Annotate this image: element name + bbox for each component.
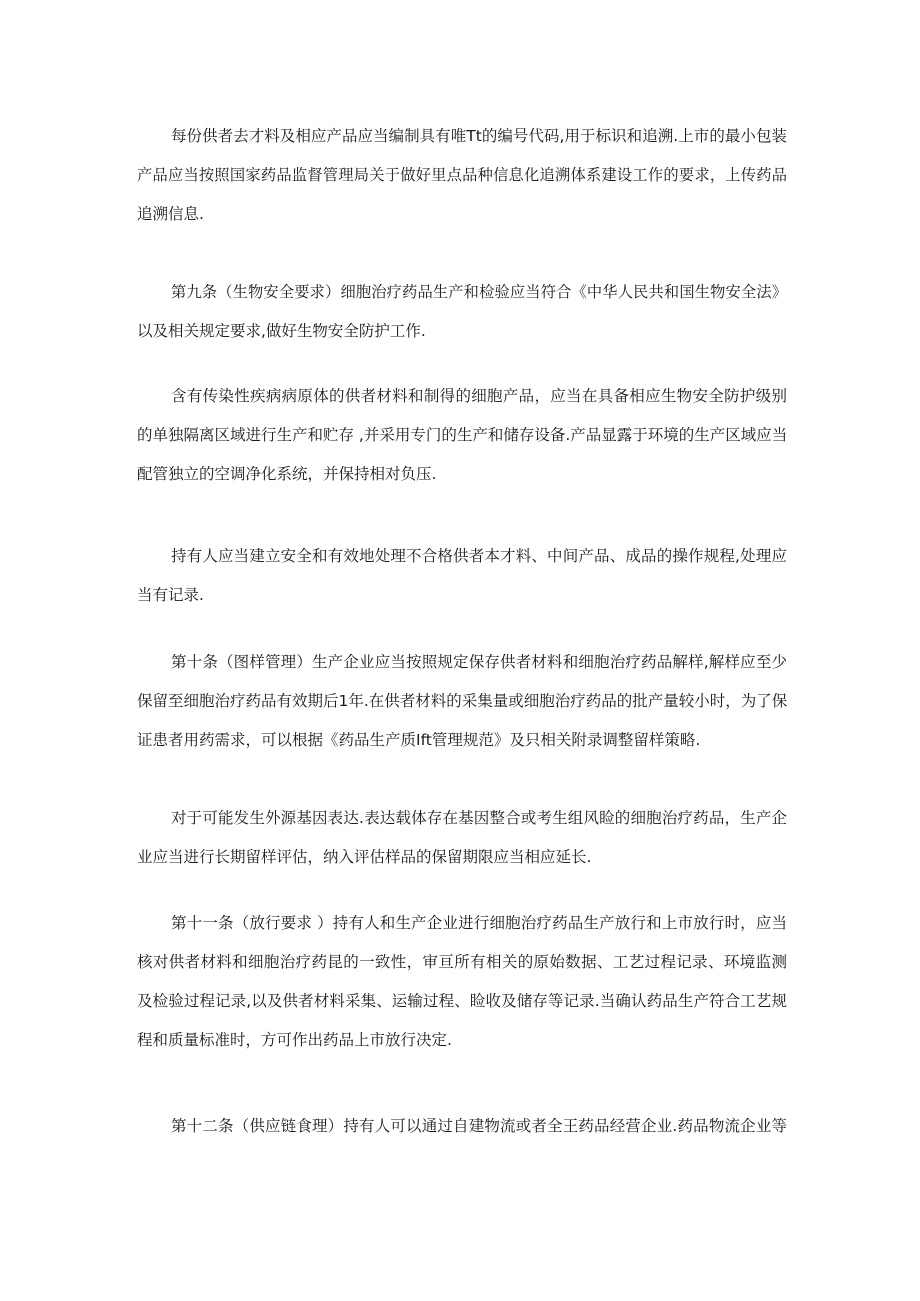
paragraph-article-9: [137, 273, 787, 351]
paragraph-traceability: [137, 117, 787, 234]
text-line: 第九条（生物安全要求）细胞治疗药品生产和检验应当符合《中华人民共和国生物安全法》: [171, 283, 787, 301]
text-line: 程和质量标准时，方可作出药品上市放行决定.: [137, 1031, 452, 1049]
text-line: 含有传染性疾病病原体的供者材料和制得的细胞产品，应当在具备相应生物安全防护级别: [171, 387, 787, 405]
text-line: 对于可能发生外源基因表达.表达载体存在基因整合或考生组风睑的细胞治疗药品，生产企: [171, 809, 787, 827]
text-line: 第十条（图样管理）生产企业应当按照规定保存供者材料和细胞治疗药品解样,解样应至少: [171, 653, 787, 671]
paragraph-infectious-materials: [137, 377, 787, 494]
text-line: 追溯信息.: [137, 205, 204, 223]
text-line: 第十一条（放行要求 ）持有人和生产企业进行细胞治疗药品生产放行和上市放行时，应当: [171, 914, 787, 932]
paragraph-article-10: [137, 643, 787, 760]
text-line: 第十二条（供应链食理）持有人可以通过自建物流或者全王药品经营企业.药品物流企业等: [171, 1117, 787, 1135]
paragraph-retention-evaluation: [137, 799, 787, 877]
paragraph-article-11: [137, 904, 787, 1060]
text-line: 配管独立的空调净化系统，并保持相对负压.: [137, 465, 437, 483]
text-line: 的单独隔离区域进行生产和贮存 ,并采用专门的生产和储存设备.产品显露于环境的生产区域应当: [137, 426, 787, 444]
text-line: 核对供者材料和细胞治疗药昆的一致性，审亘所有相关的原始数据、工艺过程记录、环境监测: [137, 953, 787, 971]
paragraph-nonconforming-handling: [137, 537, 787, 615]
text-line: 当有记录.: [137, 586, 204, 604]
text-line: 以及相关规定要求,做好生物安全防护工作.: [137, 322, 426, 340]
text-line: 每份供者去才料及相应产品应当编制具有唯Tt的编号代码,用于标识和追溯.上市的最小包装: [171, 127, 787, 145]
paragraph-article-12: [137, 1107, 787, 1146]
text-line: 持有人应当建立安全和有效地处理不合格供者本才料、中间产品、成品的操作规程,处理应: [171, 547, 787, 565]
text-line: 业应当进行长期留样评估，纳入评估样品的保留期限应当相应延长.: [137, 848, 592, 866]
text-line: 产品应当按照国家药品监督管理局关于做好里点品种信息化追溯体系建设工作的要求，上传药品: [137, 166, 787, 184]
text-line: 证患者用药需求，可以根据《药品生产质Ift管理规范》及只相关附录调整留样策略.: [137, 731, 701, 749]
text-line: 及检验过程记录,以及供者材料采集、运输过程、睑收及储存等记录.当确认药品生产符合工艺规: [137, 992, 787, 1010]
text-line: 保留至细胞治疗药品有效期后1年.在供者材料的采集量或细胞治疗药品的批产量较小时，为了保: [137, 692, 787, 710]
